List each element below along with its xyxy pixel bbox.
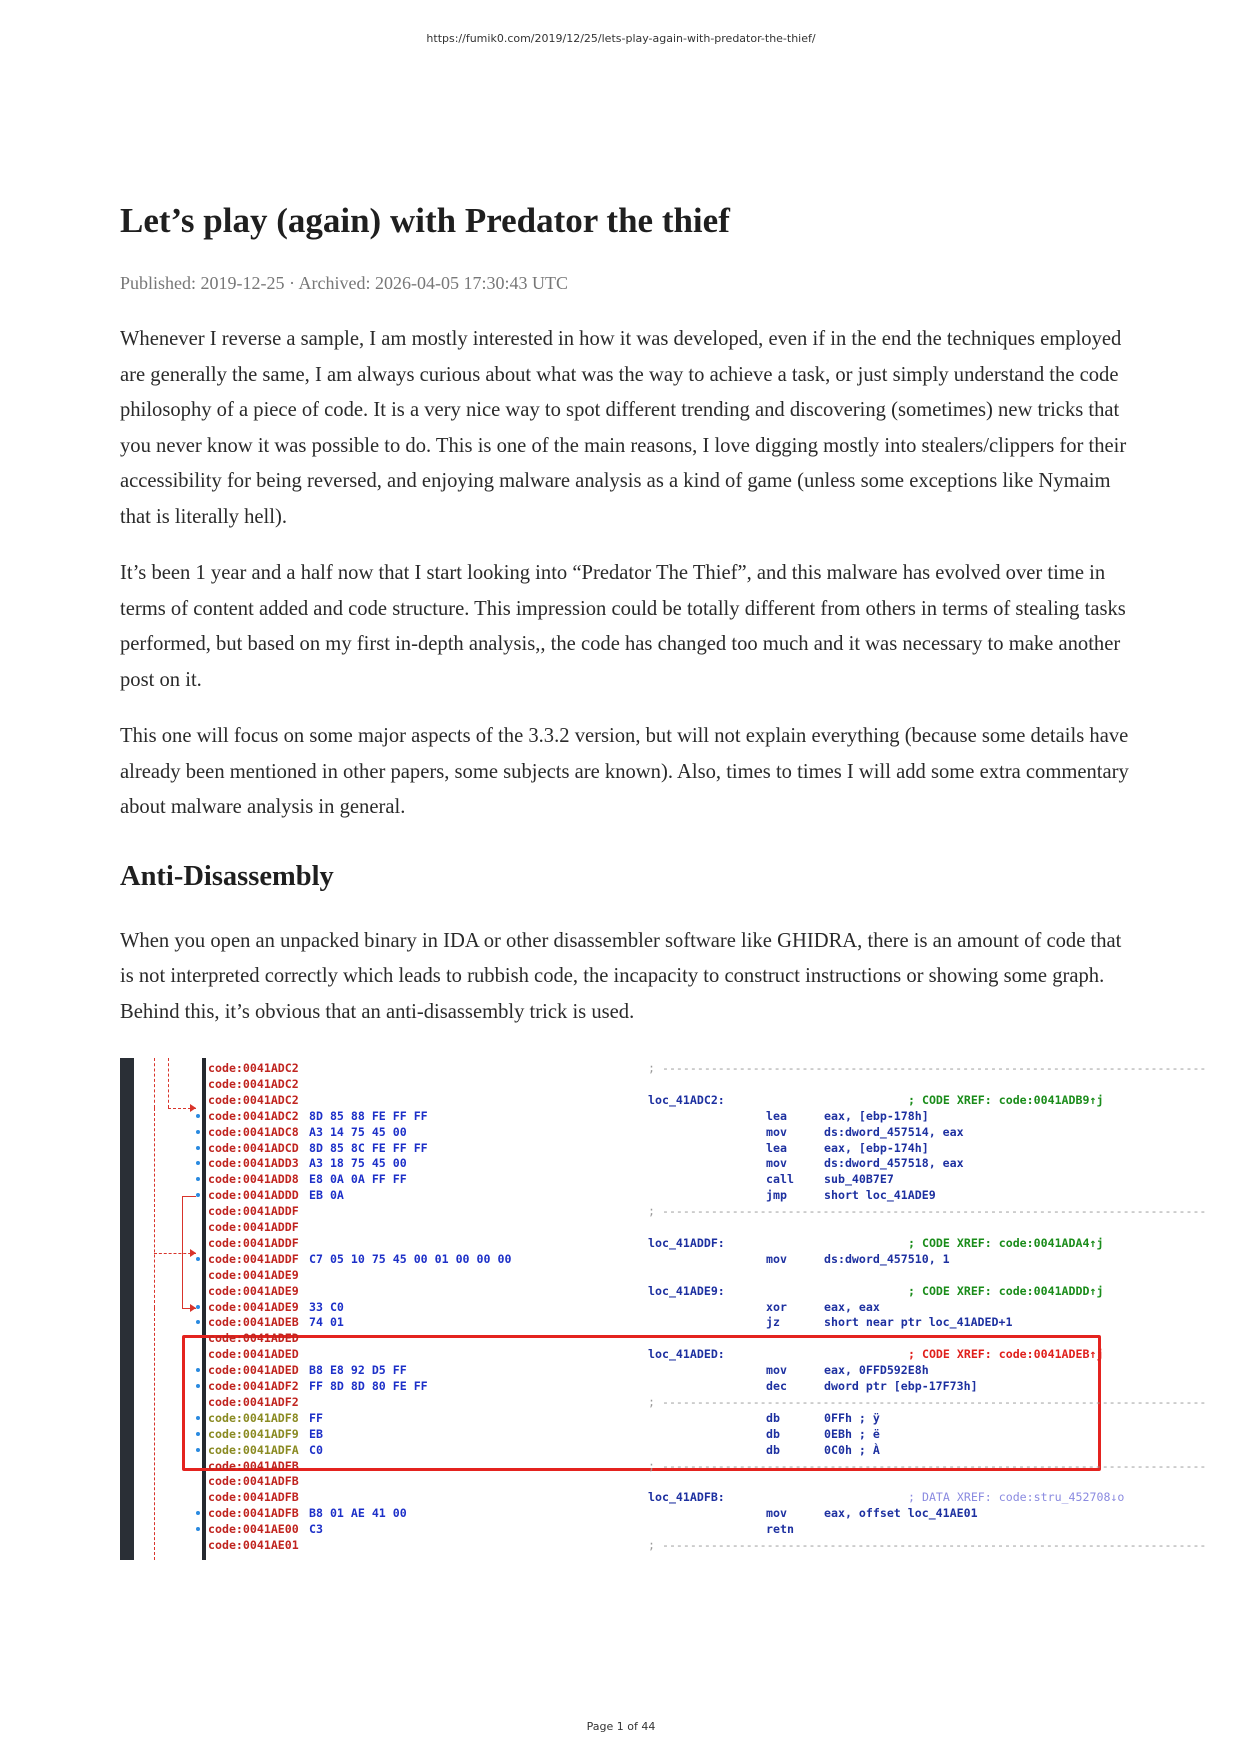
ida-row	[208, 1092, 1108, 1108]
ida-mnemonic: retn	[766, 1522, 794, 1537]
ida-address: code:0041ADFB	[208, 1474, 299, 1489]
ida-breakpoint-dot	[196, 1432, 200, 1436]
ida-address: code:0041ADC2	[208, 1092, 299, 1107]
ida-address: code:0041ADFB	[208, 1458, 299, 1473]
ida-mnemonic: xor	[766, 1299, 787, 1314]
ida-address: code:0041ADFB	[208, 1490, 299, 1505]
ida-mnemonic: mov	[766, 1363, 787, 1378]
ida-row	[208, 1219, 1108, 1235]
ida-mnemonic: jmp	[766, 1188, 787, 1203]
section-paragraph: When you open an unpacked binary in IDA or other disassembler software like GHIDRA, there is an amount of code that is not interpreted correctly which leads to rubbish code, the incapacity to construct instructions or showing some graph. Behind this, it’s obvious that an anti-disassembly trick is used.	[120, 929, 1122, 1023]
ida-mnemonic: lea	[766, 1140, 787, 1155]
ida-address: code:0041ADDD	[208, 1188, 299, 1203]
ida-breakpoint-dot	[196, 1146, 200, 1150]
section-heading-anti-disassembly: Anti-Disassembly	[120, 860, 334, 892]
ida-row	[208, 1537, 1207, 1553]
ida-mnemonic: call	[766, 1172, 794, 1187]
ida-row	[208, 1203, 1207, 1219]
ida-operand: dword ptr [ebp-17F73h]	[824, 1379, 978, 1393]
ida-mnemonic: db	[766, 1442, 780, 1457]
ida-breakpoint-dot	[196, 1114, 200, 1118]
page-footer: Page 1 of 44	[586, 1720, 656, 1733]
ida-bytes: A3 18 75 45 00	[309, 1156, 407, 1171]
ida-separator-line: ; ------------------------------------------------------------------------------	[648, 1538, 1207, 1552]
ida-bytes: C3	[309, 1522, 323, 1537]
ida-row	[208, 1521, 1108, 1537]
ida-address: code:0041ADED	[208, 1331, 299, 1346]
ida-label: loc_41ADED:	[648, 1347, 725, 1362]
ida-operand: ds:dword_457518, eax	[824, 1156, 964, 1171]
ida-row	[208, 1330, 1108, 1346]
ida-operand: 0FFh ; ÿ	[824, 1410, 880, 1425]
ida-bytes: 33 C0	[309, 1299, 344, 1314]
ida-mnemonic: db	[766, 1410, 780, 1425]
ida-address: code:0041ADC2	[208, 1108, 299, 1123]
paragraph-2: It’s been 1 year and a half now that I start looking into “Predator The Thief”, and this malware has evolved over time in terms of content added and code structure. This impression could be totally different from others in terms of stealing tasks performed, but based on my first in-depth analysis,, the code has changed too much and it was necessary to make another post on it.	[120, 562, 1126, 691]
ida-row	[208, 1473, 1108, 1489]
ida-address: code:0041ADD3	[208, 1156, 299, 1171]
ida-operand: eax, 0FFD592E8h	[824, 1363, 929, 1378]
ida-bytes: A3 14 75 45 00	[309, 1124, 407, 1139]
ida-row	[208, 1426, 1108, 1442]
ida-row	[208, 1187, 1108, 1203]
ida-breakpoint-dot	[196, 1448, 200, 1452]
ida-row	[208, 1267, 1108, 1283]
ida-arrow-gutter	[134, 1058, 204, 1560]
ida-mnemonic: jz	[766, 1315, 780, 1330]
ida-address: code:0041ADC2	[208, 1076, 299, 1091]
ida-operand: 0C0h ; À	[824, 1442, 880, 1457]
ida-bytes: FF	[309, 1410, 323, 1425]
ida-row	[208, 1442, 1108, 1458]
ida-row	[208, 1140, 1108, 1156]
ida-address: code:0041ADED	[208, 1363, 299, 1378]
ida-breakpoint-dot	[196, 1384, 200, 1388]
ida-row	[208, 1283, 1108, 1299]
ida-row	[208, 1155, 1108, 1171]
ida-address: code:0041ADCD	[208, 1140, 299, 1155]
ida-address: code:0041ADFA	[208, 1442, 299, 1457]
ida-operand: ds:dword_457510, 1	[824, 1251, 950, 1266]
ida-breakpoint-dot	[196, 1257, 200, 1261]
ida-address: code:0041ADD8	[208, 1172, 299, 1187]
ida-row	[208, 1108, 1108, 1124]
ida-bytes: 74 01	[309, 1315, 344, 1330]
ida-address: code:0041ADF9	[208, 1426, 299, 1441]
ida-bytes: E8 0A 0A FF FF	[309, 1172, 407, 1187]
ida-mnemonic: mov	[766, 1156, 787, 1171]
ida-address: code:0041ADC8	[208, 1124, 299, 1139]
ida-operand: eax, [ebp-178h]	[824, 1108, 929, 1123]
ida-operand: eax, [ebp-174h]	[824, 1140, 929, 1155]
ida-row	[208, 1489, 1125, 1505]
ida-xref-comment: ; CODE XREF: code:0041ADB9↑j	[908, 1092, 1104, 1107]
ida-breakpoint-dot	[196, 1416, 200, 1420]
ida-bytes: 8D 85 88 FE FF FF	[309, 1108, 428, 1123]
ida-separator-bar	[202, 1058, 206, 1560]
ida-row	[208, 1314, 1108, 1330]
ida-row	[208, 1124, 1108, 1140]
ida-address: code:0041AE00	[208, 1522, 299, 1537]
ida-separator-line: ; ------------------------------------------------------------------------------	[648, 1204, 1207, 1219]
ida-row	[208, 1060, 1207, 1076]
ida-operand: eax, offset loc_41AE01	[824, 1506, 978, 1521]
ida-row	[208, 1346, 1108, 1362]
paragraph-1: Whenever I reverse a sample, I am mostly interested in how it was developed, even if in the end the techniques employed are generally the same, I am always curious about what was the way to achieve a task, or just simply understand the code philosophy of a piece of code. It is a very nice way to spot different trending and discovering (sometimes) new tricks that you never know it was possible to do. This is one of the main reasons, I love digging mostly into stealers/clippers for their accessibility for being reversed, and enjoying malware analysis as a kind of game (unless some exceptions like Nymaim that is literally hell).	[120, 328, 1127, 528]
ida-left-strip	[120, 1058, 134, 1560]
ida-address: code:0041ADE9	[208, 1267, 299, 1282]
ida-address: code:0041ADFB	[208, 1506, 299, 1521]
ida-bytes: 8D 85 8C FE FF FF	[309, 1140, 428, 1155]
page-url-header: https://fumik0.com/2019/12/25/lets-play-again-with-predator-the-thief/	[426, 32, 816, 45]
ida-xref-comment: ; CODE XREF: code:0041ADA4↑j	[908, 1235, 1104, 1250]
ida-separator-line: ; ------------------------------------------------------------------------------	[648, 1061, 1207, 1075]
ida-address: code:0041AE01	[208, 1538, 299, 1552]
ida-address: code:0041ADEB	[208, 1315, 299, 1330]
ida-address: code:0041ADDF	[208, 1204, 299, 1219]
ida-bytes: C7 05 10 75 45 00 01 00 00 00	[309, 1251, 512, 1266]
paragraph-3: This one will focus on some major aspects of the 3.3.2 version, but will not explain everything (because some details have already been mentioned in other papers, some subjects are known). Also, times to times I will add some extra commentary about malware analysis in general.	[120, 725, 1129, 818]
ida-mnemonic: dec	[766, 1379, 787, 1393]
ida-row	[208, 1251, 1108, 1267]
ida-row	[208, 1299, 1108, 1315]
article-meta: Published: 2019-12-25 · Archived: 2026-04-05 17:30:43 UTC	[120, 273, 568, 293]
ida-mnemonic: lea	[766, 1108, 787, 1123]
ida-label: loc_41ADE9:	[648, 1283, 725, 1298]
ida-bytes: FF 8D 8D 80 FE FF	[309, 1379, 428, 1393]
ida-bytes: C0	[309, 1442, 323, 1457]
ida-row	[208, 1458, 1207, 1474]
ida-label: loc_41ADC2:	[648, 1092, 725, 1107]
ida-operand: 0EBh ; ë	[824, 1426, 880, 1441]
ida-bytes: B8 E8 92 D5 FF	[309, 1363, 407, 1378]
ida-operand: short loc_41ADE9	[824, 1188, 936, 1203]
ida-row	[208, 1362, 1108, 1378]
ida-operand: eax, eax	[824, 1299, 880, 1314]
ida-separator-line: ; ------------------------------------------------------------------------------	[648, 1458, 1207, 1473]
ida-address: code:0041ADDF	[208, 1235, 299, 1250]
ida-row	[208, 1505, 1108, 1521]
ida-bytes: EB 0A	[309, 1188, 344, 1203]
ida-separator-line: ; ------------------------------------------------------------------------------	[648, 1394, 1207, 1409]
ida-mnemonic: mov	[766, 1124, 787, 1139]
ida-row	[208, 1394, 1207, 1410]
ida-operand: sub_40B7E7	[824, 1172, 894, 1187]
article	[120, 200, 1130, 1051]
ida-address: code:0041ADC2	[208, 1061, 299, 1075]
ida-bytes: B8 01 AE 41 00	[309, 1506, 407, 1521]
ida-label: loc_41ADFB:	[648, 1490, 725, 1505]
ida-address: code:0041ADDF	[208, 1220, 299, 1234]
article-title: Let’s play (again) with Predator the thief	[120, 201, 730, 240]
ida-xref-comment: ; DATA XREF: code:stru_452708↓o	[908, 1490, 1125, 1505]
ida-address: code:0041ADE9	[208, 1283, 299, 1298]
ida-operand: ds:dword_457514, eax	[824, 1124, 964, 1139]
ida-xref-comment: ; CODE XREF: code:0041ADDD↑j	[908, 1283, 1104, 1298]
ida-row	[208, 1378, 1108, 1394]
ida-address: code:0041ADF2	[208, 1379, 299, 1393]
ida-address: code:0041ADED	[208, 1347, 299, 1362]
ida-xref-comment: ; CODE XREF: code:0041ADEB↑j	[908, 1347, 1104, 1362]
ida-operand: short near ptr loc_41ADED+1	[824, 1315, 1013, 1330]
ida-row	[208, 1410, 1108, 1426]
ida-bytes: EB	[309, 1426, 323, 1441]
ida-row	[208, 1171, 1108, 1187]
ida-mnemonic: db	[766, 1426, 780, 1441]
ida-breakpoint-dot	[196, 1305, 200, 1309]
ida-address: code:0041ADE9	[208, 1299, 299, 1314]
ida-mnemonic: mov	[766, 1251, 787, 1266]
ida-disassembly-screenshot	[120, 1058, 1207, 1560]
ida-row	[208, 1076, 1108, 1092]
ida-address: code:0041ADDF	[208, 1251, 299, 1266]
ida-mnemonic: mov	[766, 1506, 787, 1521]
ida-row	[208, 1235, 1108, 1251]
ida-address: code:0041ADF2	[208, 1394, 299, 1409]
ida-address: code:0041ADF8	[208, 1410, 299, 1425]
ida-breakpoint-dot	[196, 1130, 200, 1134]
ida-label: loc_41ADDF:	[648, 1235, 725, 1250]
